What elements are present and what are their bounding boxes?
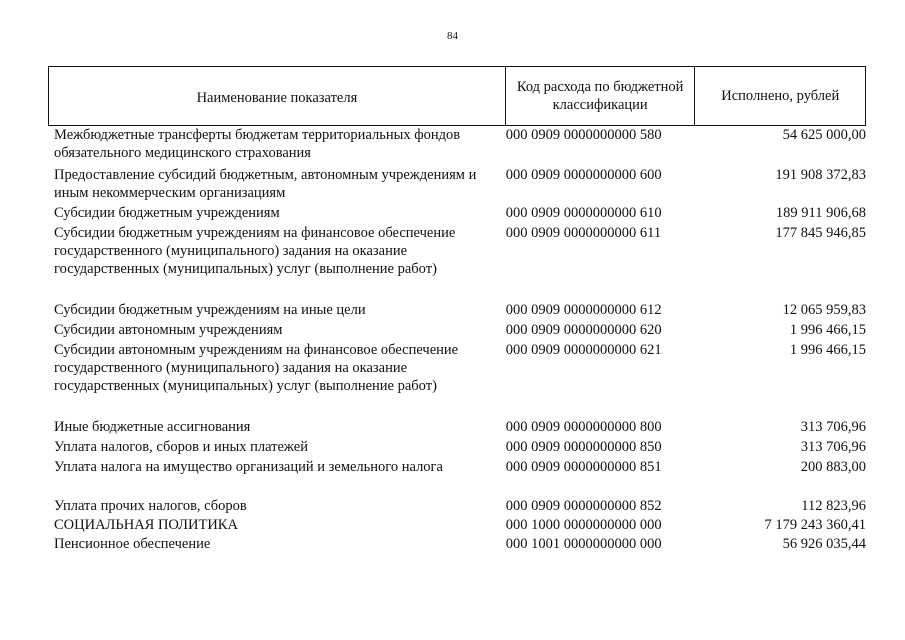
row-name: Пенсионное обеспечение <box>54 536 211 552</box>
row-amount: 112 823,96 <box>801 498 866 514</box>
row-code: 000 1000 0000000000 000 <box>505 517 662 533</box>
row-name: СОЦИАЛЬНАЯ ПОЛИТИКА <box>54 517 238 533</box>
row-amount: 200 883,00 <box>800 459 866 475</box>
row-code: 000 0909 0000000000 612 <box>505 302 662 318</box>
table-row <box>54 126 866 162</box>
row-amount: 1 996 466,15 <box>789 322 866 338</box>
row-amount: 189 911 906,68 <box>775 205 866 221</box>
row-amount: 313 706,96 <box>800 439 866 455</box>
row-name: Субсидии автономным учреждениям <box>54 322 283 338</box>
row-name: Субсидии автономным учреждениям на финансовое обеспечение государственного (муниципального) задания на оказание государственных (муниципальных) услуг (выполнение работ) <box>54 342 459 394</box>
row-name: Иные бюджетные ассигнования <box>54 419 251 435</box>
row-code: 000 0909 0000000000 600 <box>505 167 662 183</box>
row-amount: 54 625 000,00 <box>782 127 866 143</box>
table-header <box>48 66 866 126</box>
table-row <box>54 458 866 476</box>
table-row <box>54 321 866 339</box>
row-amount: 191 908 372,83 <box>775 167 866 183</box>
table-row <box>54 204 866 222</box>
row-code: 000 0909 0000000000 852 <box>505 498 662 514</box>
row-code: 000 0909 0000000000 851 <box>505 459 662 475</box>
row-amount: 177 845 946,85 <box>775 225 866 241</box>
table-row <box>54 341 866 395</box>
row-code: 000 0909 0000000000 850 <box>505 439 662 455</box>
row-name: Предоставление субсидий бюджетным, автономным учреждениям и иным некоммерческим организациям <box>54 167 477 201</box>
table-row <box>54 301 866 319</box>
table-row <box>54 438 866 456</box>
row-amount: 12 065 959,83 <box>782 302 866 318</box>
row-name: Межбюджетные трансферты бюджетам территориальных фондов обязательного медицинского страхования <box>54 127 461 161</box>
row-amount: 1 996 466,15 <box>789 342 866 358</box>
row-name: Субсидии бюджетным учреждениям <box>54 205 280 221</box>
row-name: Уплата налогов, сборов и иных платежей <box>54 439 308 455</box>
row-amount: 313 706,96 <box>800 419 866 435</box>
table-row <box>54 418 866 436</box>
table-row <box>54 224 866 278</box>
row-name: Субсидии бюджетным учреждениям на иные цели <box>54 302 366 318</box>
row-code: 000 0909 0000000000 610 <box>505 205 662 221</box>
header-code: Код расхода по бюджетной классификации <box>506 67 696 125</box>
row-code: 000 0909 0000000000 611 <box>505 225 662 241</box>
row-name: Уплата прочих налогов, сборов <box>54 498 247 514</box>
row-code: 000 0909 0000000000 580 <box>505 127 662 143</box>
table-body <box>54 126 866 553</box>
row-code: 000 0909 0000000000 621 <box>505 342 662 358</box>
row-code: 000 0909 0000000000 620 <box>505 322 662 338</box>
page-number: 84 <box>447 30 458 42</box>
row-amount: 7 179 243 360,41 <box>764 517 866 533</box>
table-row <box>54 166 866 202</box>
row-code: 000 1001 0000000000 000 <box>505 536 662 552</box>
row-name: Уплата налога на имущество организаций и земельного налога <box>54 459 443 475</box>
table-row <box>54 535 866 553</box>
row-amount: 56 926 035,44 <box>782 536 866 552</box>
header-amount: Исполнено, рублей <box>721 88 840 104</box>
row-code: 000 0909 0000000000 800 <box>505 419 662 435</box>
row-name: Субсидии бюджетным учреждениям на финансовое обеспечение государственного (муниципального) задания на оказание государственных (муниципальных) услуг (выполнение работ) <box>54 225 456 277</box>
header-name: Наименование показателя <box>49 67 506 125</box>
table-row <box>54 497 866 515</box>
table-row <box>54 516 866 534</box>
